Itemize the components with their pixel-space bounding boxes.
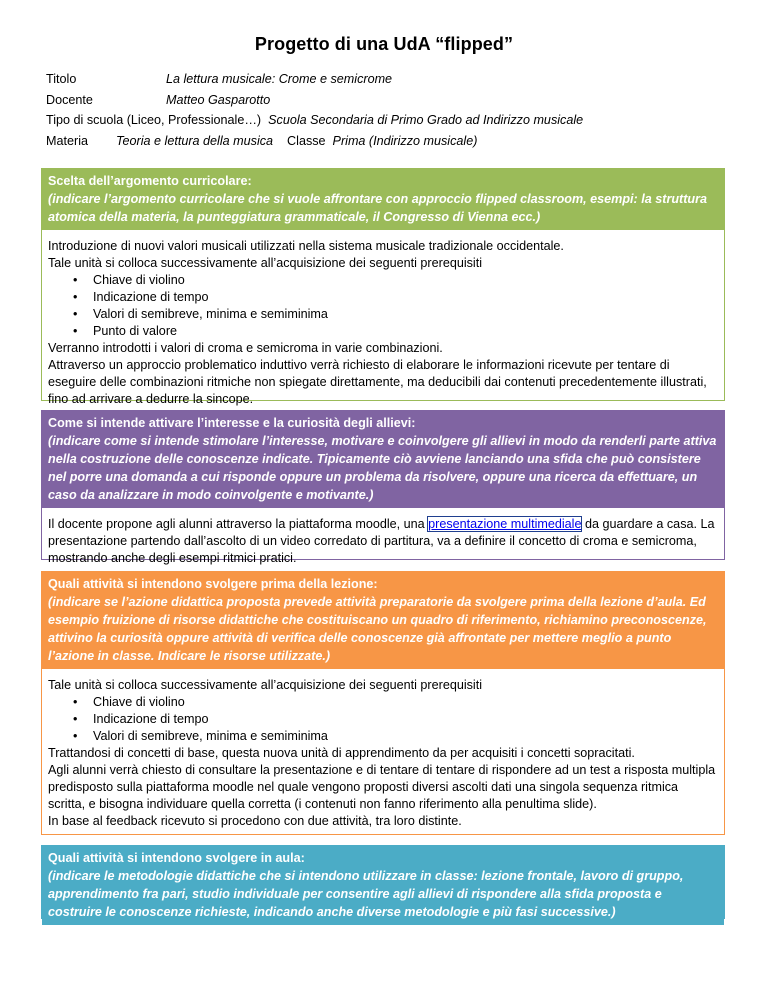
paragraph: Attraverso un approccio problematico induttivo verrà richiesto di elaborare le informazioni ricevute per tentare di eseguire delle combinazioni ritmiche non spiegate direttamente, ma deducibili dai contenuti precedentemente illustrati, fino ad arrivare a dedurre la sincope. <box>48 358 707 406</box>
section-prima-lezione <box>41 571 725 835</box>
presentazione-link[interactable]: presentazione multimediale <box>428 517 582 531</box>
classe-label: Classe <box>287 134 326 148</box>
paragraph: Verranno introdotti i valori di croma e semicroma in varie combinazioni. <box>48 341 443 355</box>
section-header <box>42 169 724 230</box>
section-heading: Come si intende attivare l’interesse e la curiosità degli allievi: <box>48 416 416 430</box>
section-subheading: (indicare l’argomento curricolare che si vuole affrontare con approccio flipped classroom, esempi: la struttura atomica della materia, la punteggiatura grammaticale, il Congresso di Vienna ecc.) <box>48 192 708 224</box>
list-item: • Valori di semibreve, minima e semiminima <box>93 306 718 323</box>
classe-value: Prima (Indirizzo musicale) <box>332 134 478 148</box>
section-header <box>42 572 724 669</box>
section-body <box>42 508 724 571</box>
paragraph: In base al feedback ricevuto si procedono con due attività, tra loro distinte. <box>48 814 462 828</box>
docente-value: Matteo Gasparotto <box>166 93 271 107</box>
page-title: Progetto di una UdA “flipped” <box>254 34 514 54</box>
section-header <box>42 411 724 508</box>
tipo-label: Tipo di scuola (Liceo, Professionale…) <box>46 113 262 127</box>
list-item: • Punto di valore <box>93 323 718 340</box>
paragraph-text: Il docente propone agli alunni attraverso la piattaforma moodle, una <box>48 517 429 531</box>
materia-label: Materia <box>46 134 88 148</box>
meta-docente <box>46 93 270 107</box>
tipo-value: Scuola Secondaria di Primo Grado ad Indirizzo musicale <box>268 113 584 127</box>
section-body <box>42 669 724 834</box>
paragraph: Agli alunni verrà chiesto di consultare la presentazione e di tentare di tentare di rispondere ad un test a risposta multipla predisposto sulla piattaforma moodle nel quale vengono proposti diversi ascolti dati una singola sequenza ritmica scritta, e bisogna individuare quella corretta (i contenuti non fanno riferimento alla penultima slide). <box>48 763 716 811</box>
section-body <box>42 230 724 412</box>
list-item: • Indicazione di tempo <box>93 711 718 728</box>
meta-materia-classe <box>46 134 477 148</box>
bullet-list <box>48 272 718 340</box>
titolo-label: Titolo <box>46 72 77 86</box>
list-item: • Chiave di violino <box>93 272 718 289</box>
section-heading: Quali attività si intendono svolgere in aula: <box>48 851 305 865</box>
section-subheading: (indicare se l’azione didattica proposta prevede attività preparatorie da svolgere prima della lezione d’aula. Ed esempio fruizione di risorse didattiche che costituiscano un quadro di riferimento, richiamino preconoscenze, attivino la curiosità oppure attività di verifica delle conoscenze già affrontate per mettere meglio a punto l’azione in classe. Indicare le risorse utilizzate.) <box>48 595 707 663</box>
bullet-list <box>48 694 718 745</box>
section-in-aula <box>41 845 725 919</box>
section-subheading: (indicare come si intende stimolare l’interesse, motivare e coinvolgere gli allievi in modo da renderli parte attiva nella costruzione delle conoscenze indicate. Tipicamente ciò avviene lanciando una sfida che può consistere nel porre una domanda a cui risponde oppure un problema da risolvere, oppure una ricerca da effettuare, un caso da analizzare in modo coinvolgente e motivante.) <box>48 434 717 502</box>
docente-label: Docente <box>46 93 93 107</box>
list-item: • Indicazione di tempo <box>93 289 718 306</box>
section-header <box>42 846 724 925</box>
section-heading: Scelta dell’argomento curricolare: <box>48 174 252 188</box>
section-argomento <box>41 168 725 406</box>
paragraph: Tale unità si colloca successivamente all’acquisizione dei seguenti prerequisiti <box>48 256 483 270</box>
meta-tipo-scuola <box>46 113 583 127</box>
list-item: • Chiave di violino <box>93 694 718 711</box>
section-heading: Quali attività si intendono svolgere prima della lezione: <box>48 577 378 591</box>
meta-titolo <box>46 72 392 86</box>
titolo-value: La lettura musicale: Crome e semicrome <box>166 72 393 86</box>
paragraph: Introduzione di nuovi valori musicali utilizzati nella sistema musicale tradizionale occidentale. <box>48 239 564 253</box>
paragraph-text: da guardare a casa. La presentazione partendo dall’ascolto di un video corredato di partitura, va a definire il concetto di croma e semicroma, mostrando anche degli esempi ritmici pratici. <box>48 517 715 565</box>
paragraph <box>48 516 718 567</box>
section-interesse <box>41 410 725 565</box>
section-subheading: (indicare le metodologie didattiche che si intendono utilizzare in classe: lezione frontale, lavoro di gruppo, apprendimento fra pari, studio individuale per consentire agli allievi di rispondere alla sfida proposta e costruire le conoscenze richieste, indicando anche diverse metodologie e più fasi successive.) <box>48 869 684 919</box>
materia-value: Teoria e lettura della musica <box>116 134 274 148</box>
list-item: • Valori di semibreve, minima e semiminima <box>93 728 718 745</box>
paragraph: Trattandosi di concetti di base, questa nuova unità di apprendimento da per acquisiti i concetti sopracitati. <box>48 746 635 760</box>
paragraph: Tale unità si colloca successivamente all’acquisizione dei seguenti prerequisiti <box>48 678 483 692</box>
